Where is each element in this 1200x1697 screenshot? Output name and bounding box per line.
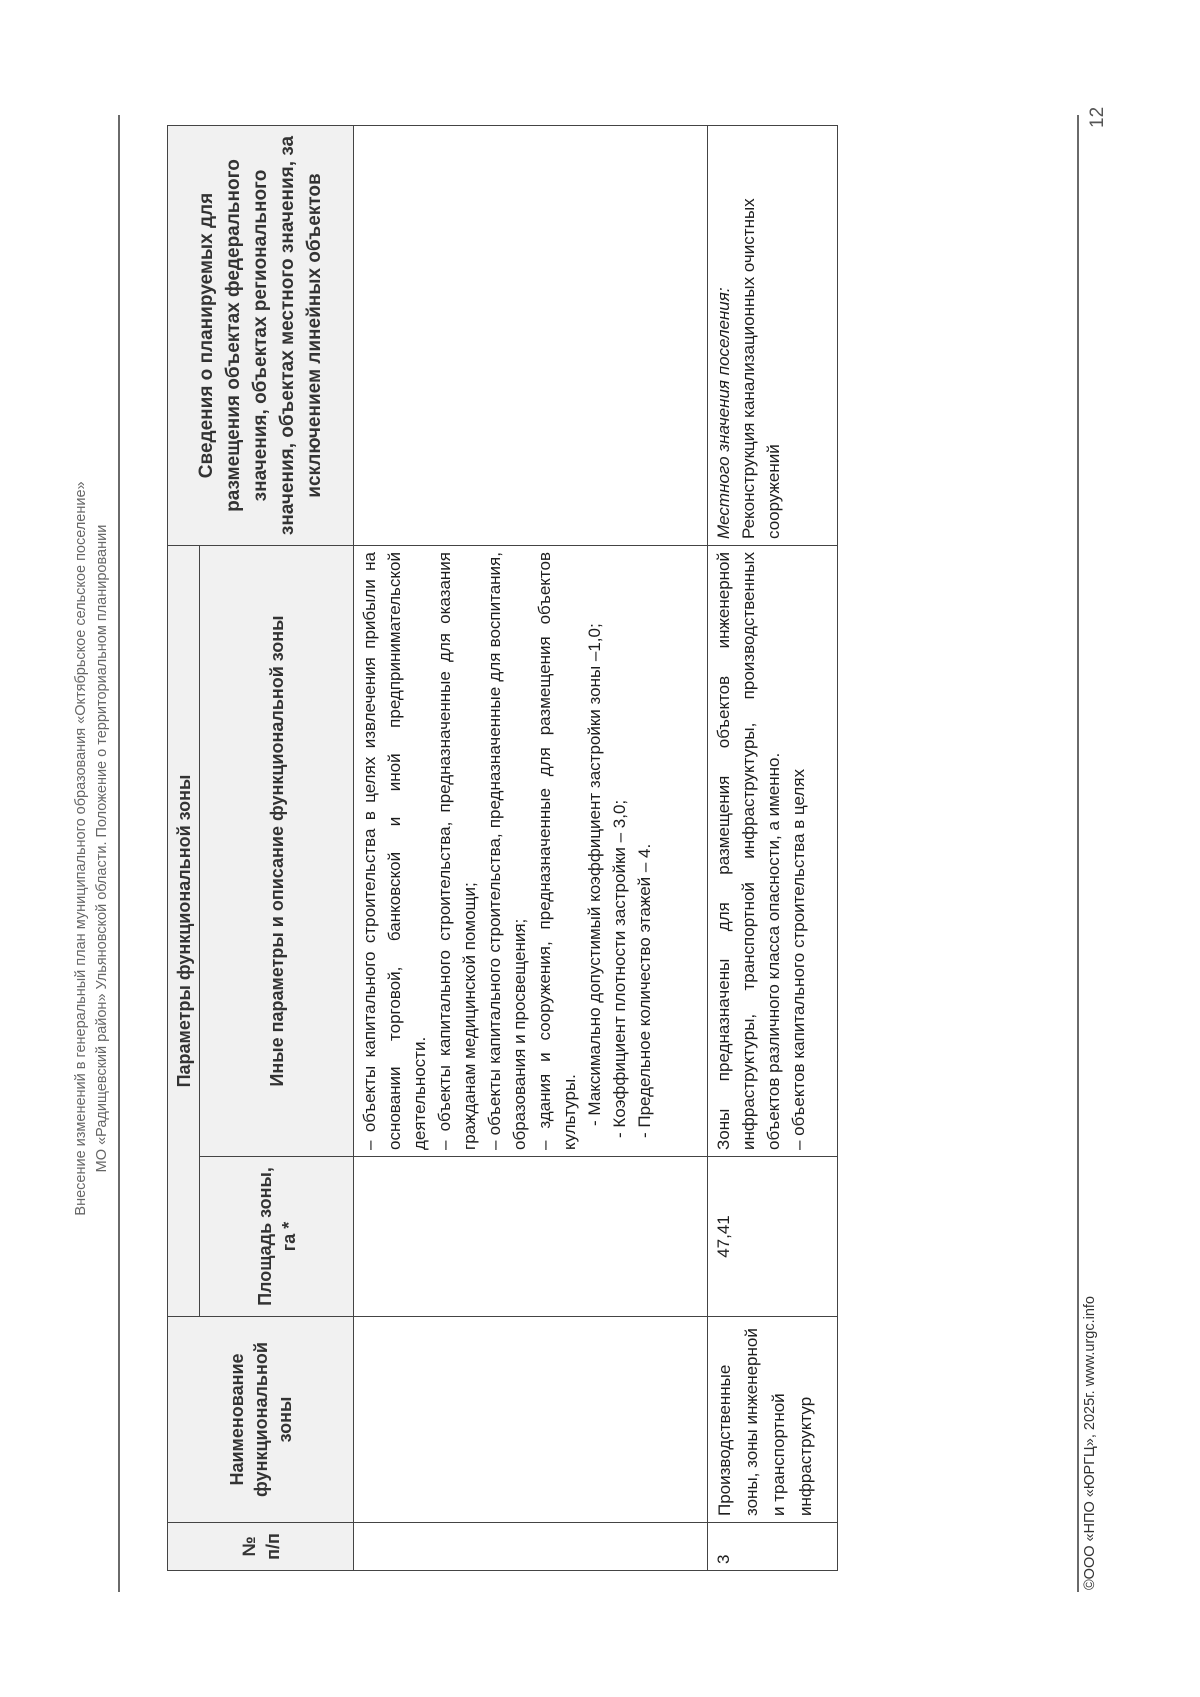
desc-item: – объекты капитального строительства в целях извлечения прибыли на основании торговой, банковской и иной предпринимательской деятельности. [360, 552, 429, 1150]
planned-level: Местного значения поселения: [714, 287, 733, 539]
header-rule [118, 115, 120, 1592]
planned-object: Реконструкция канализационных очистных сооружений [739, 198, 783, 539]
zones-table [167, 125, 838, 1571]
footer-rule [1077, 115, 1079, 1592]
desc-item: – объекты капитального строительства, предназначенные для оказания гражданам медицинской помощи; [435, 552, 479, 1150]
desc-item: – объекты капитального строительства, предназначенные для воспитания, образования и просвещения; [485, 552, 529, 1150]
row2-name: Производственные зоны, зоны инженерной и транспортной инфраструктур [708, 1317, 838, 1523]
col-header-other-params: Иные параметры и описание функциональной зоны [200, 546, 354, 1157]
row1-description [354, 546, 708, 1157]
row1-num [354, 1523, 708, 1571]
col-header-planned-objects: Сведения о планируемых для размещения объектах федерального значения, объектах регионального значения, объектах местного значения, за исключением линейных объектов [168, 126, 354, 546]
row2-description [708, 546, 838, 1157]
header-line-1: Внесение изменений в генеральный план муниципального образования «Октябрьское сельское поселение» [73, 481, 89, 1216]
footer-copyright: ©ООО «НПО «ЮРГЦ», 2025г. www.urgc.info [1082, 1296, 1098, 1590]
desc-item: Зоны предназначены для размещения объектов инженерной инфраструктуры, транспортной инфраструктуры, производственных объектов различного класса опасности, а именно. [714, 552, 783, 1150]
table-row [354, 126, 708, 1571]
col-header-name: Наименование функциональной зоны [168, 1317, 354, 1523]
table-row [708, 126, 838, 1571]
page-number: 12 [1087, 106, 1108, 128]
col-header-num: № п/п [168, 1523, 354, 1571]
col-header-params-group: Параметры функциональной зоны [168, 546, 200, 1317]
row1-planned [354, 126, 708, 546]
row1-name [354, 1317, 708, 1523]
row1-area [354, 1157, 708, 1317]
desc-item: – здания и сооружения, предназначенные для размещения объектов культуры. [535, 552, 579, 1150]
desc-item: – объектов капитального строительства в целях [789, 768, 808, 1150]
row2-area: 47,41 [708, 1157, 838, 1317]
table-header-row-1 [168, 126, 200, 1571]
desc-item: - Предельное количество этажей – 4. [635, 843, 654, 1138]
desc-item: - Коэффициент плотности застройки – 3,0; [610, 799, 629, 1138]
header-line-2: МО «Радищевский район» Ульяновской области. Положение о территориальном планировании [94, 524, 110, 1173]
row2-planned [708, 126, 838, 546]
col-header-area: Площадь зоны, га * [200, 1157, 354, 1317]
desc-item: - Максимально допустимый коэффициент застройки зоны –1,0; [585, 623, 604, 1126]
row2-num: 3 [708, 1523, 838, 1571]
